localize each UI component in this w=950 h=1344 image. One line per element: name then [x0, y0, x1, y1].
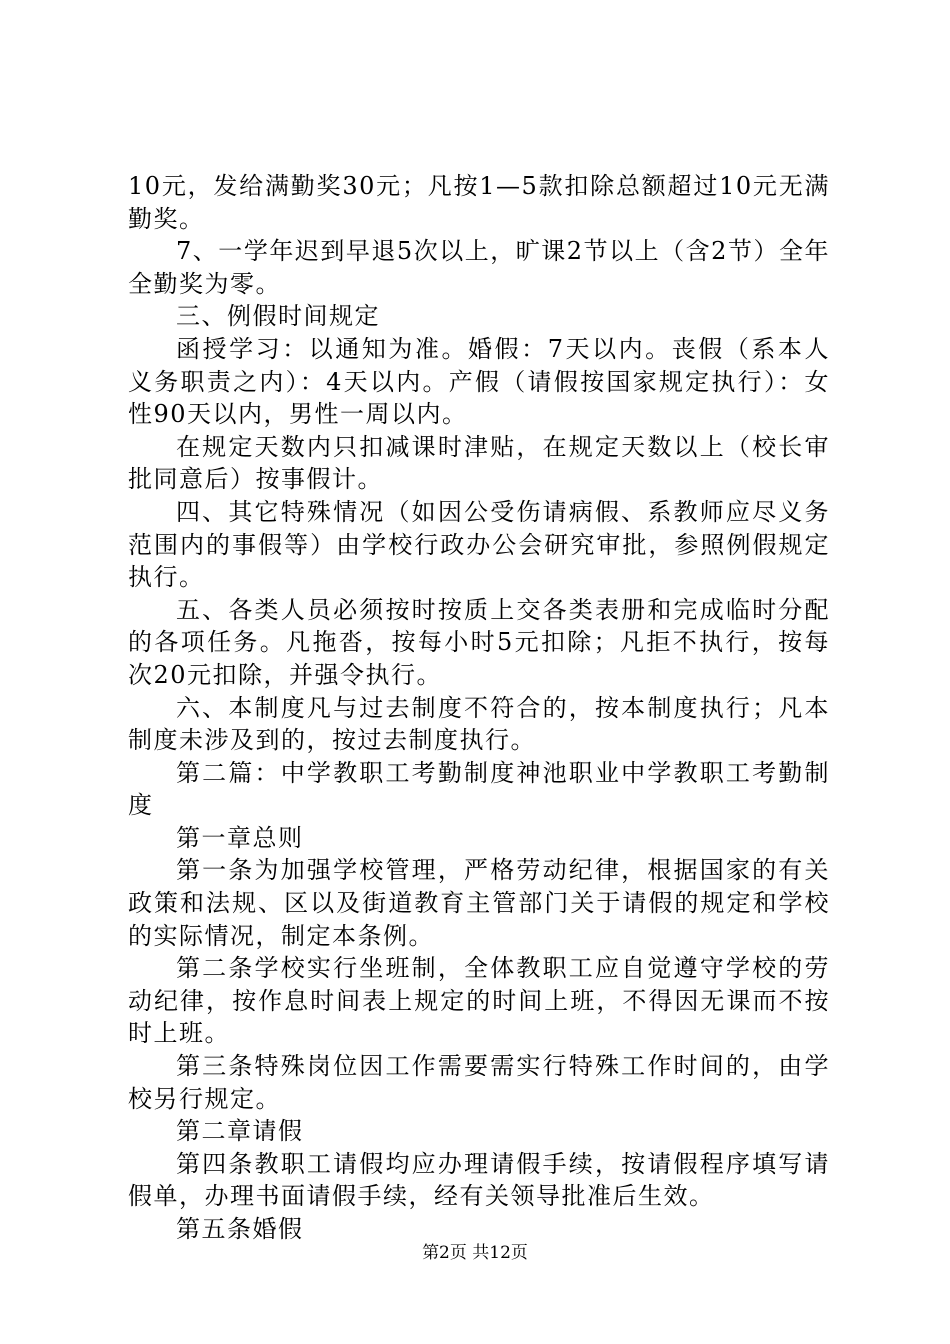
paragraph: 7、一学年迟到早退5次以上，旷课2节以上（含2节）全年全勤奖为零。: [128, 237, 830, 298]
chapter-heading: 第一章总则: [176, 823, 304, 852]
chapter-heading: 第二章请假: [176, 1117, 304, 1146]
paragraph: 第五条婚假: [176, 1215, 304, 1243]
paragraph: 10元，发给满勤奖30元；凡按1—5款扣除总额超过10元无满勤奖。: [128, 172, 830, 233]
paragraph: 四、其它特殊情况（如因公受伤请病假、系教师应尽义务范围内的事假等）由学校行政办公会研究审批，参照例假规定执行。: [128, 497, 830, 592]
paragraph: 第三条特殊岗位因工作需要需实行特殊工作时间的，由学校另行规定。: [128, 1052, 830, 1113]
page-number: 第2页 共12页: [422, 1243, 528, 1263]
section-heading: 第二篇：中学教职工考勤制度神池职业中学教职工考勤制度: [128, 758, 830, 820]
paragraph: 第二条学校实行坐班制，全体教职工应自觉遵守学校的劳动纪律，按作息时间表上规定的时间上班，不得因无课而不按时上班。: [128, 954, 830, 1048]
paragraph: 第一条为加强学校管理，严格劳动纪律，根据国家的有关政策和法规、区以及街道教育主管部门关于请假的规定和学校的实际情况，制定本条例。: [128, 856, 830, 950]
paragraph: 五、各类人员必须按时按质上交各类表册和完成临时分配的各项任务。凡拖沓，按每小时5元扣除；凡拒不执行，按每次20元扣除，并强令执行。: [128, 595, 830, 689]
paragraph: 函授学习：以通知为准。婚假：7天以内。丧假（系本人义务职责之内）：4天以内。产假（请假按国家规定执行）：女性90天以内，男性一周以内。: [128, 334, 830, 429]
paragraph: 六、本制度凡与过去制度不符合的，按本制度执行；凡本制度未涉及到的，按过去制度执行。: [128, 693, 830, 755]
paragraph: 在规定天数内只扣减课时津贴，在规定天数以上（校长审批同意后）按事假计。: [128, 432, 830, 494]
section-heading: 三、例假时间规定: [176, 302, 380, 331]
paragraph: 第四条教职工请假均应办理请假手续，按请假程序填写请假单，办理书面请假手续，经有关领导批准后生效。: [128, 1149, 830, 1211]
document-body: [128, 170, 830, 1246]
